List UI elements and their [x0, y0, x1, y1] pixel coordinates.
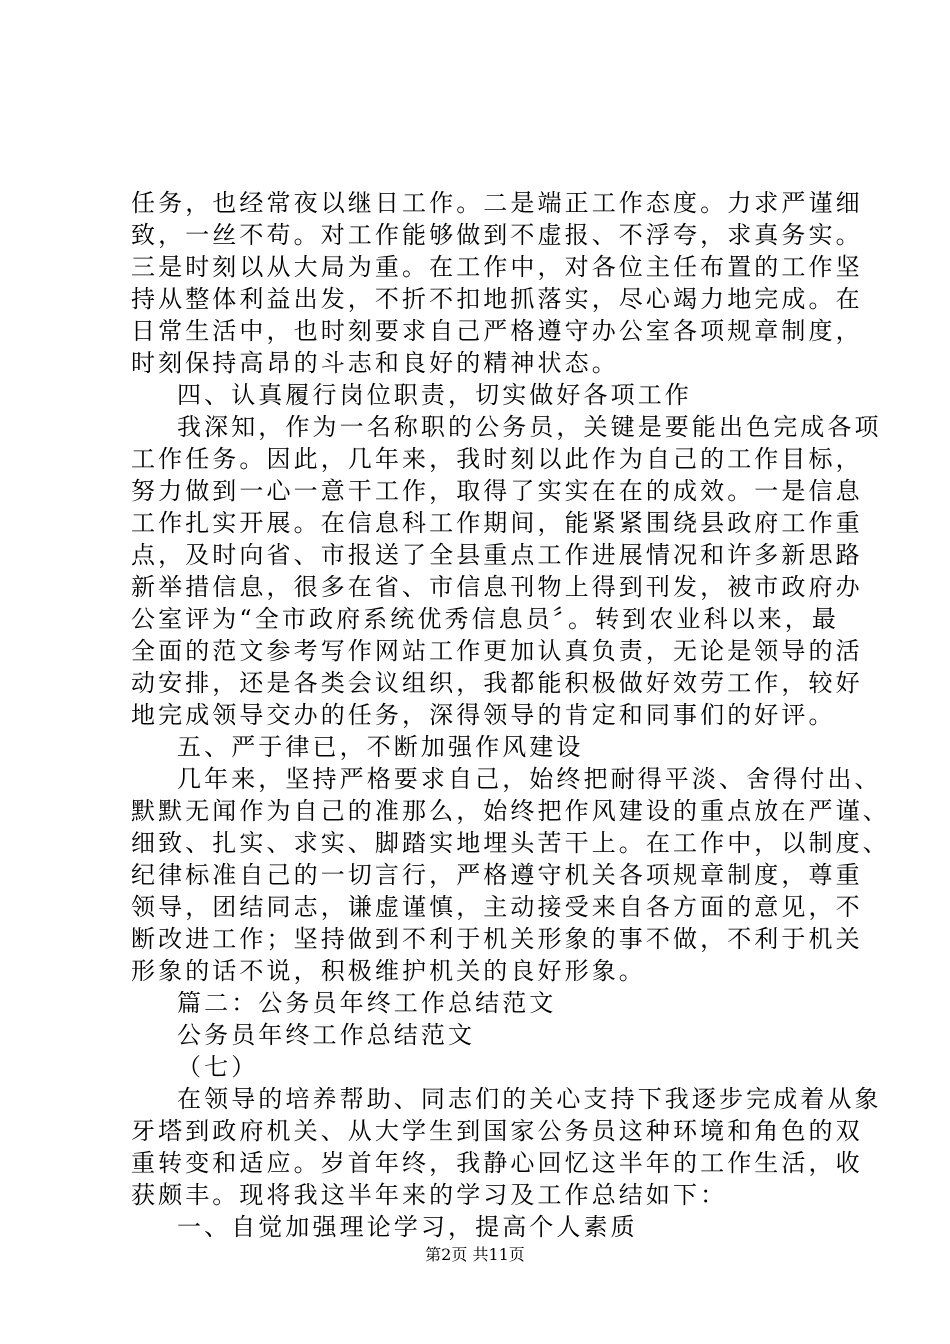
body-line: 细致、扎实、求实、脚踏实地埋头苦干上。在工作中，以制度、: [131, 829, 890, 857]
chapter-heading: 篇二：公务员年终工作总结范文: [177, 989, 557, 1017]
body-line: 全面的范文参考写作网站工作更加认真负责，无论是领导的活: [131, 637, 863, 665]
body-line: 断改进工作；坚持做到不利于机关形象的事不做，不利于机关: [131, 925, 863, 953]
body-line: 地完成领导交办的任务，深得领导的肯定和同事们的好评。: [131, 701, 836, 729]
document-title: 公务员年终工作总结范文: [177, 1021, 476, 1049]
section-heading: 一、自觉加强理论学习，提高个人素质: [177, 1213, 638, 1241]
body-line: 获颇丰。现将我这半年来的学习及工作总结如下：: [131, 1181, 728, 1209]
page-number-footer: 第2页 共11页: [425, 1245, 525, 1264]
body-line: 公室评为“全市政府系统优秀信息员〞。转到农业科以来，最: [131, 605, 839, 633]
body-line: 点，及时向省、市报送了全县重点工作进展情况和许多新思路: [131, 541, 863, 569]
body-line: 默默无闻作为自己的准那么，始终把作风建设的重点放在严谨、: [131, 797, 890, 825]
body-line: 时刻保持高昂的斗志和良好的精神状态。: [131, 349, 619, 377]
body-line: 几年来，坚持严格要求自己，始终把耐得平淡、舍得付出、: [177, 765, 882, 793]
body-line: 工作扎实开展。在信息科工作期间，能紧紧围绕县政府工作重: [131, 509, 863, 537]
body-line: 任务，也经常夜以继日工作。二是端正工作态度。力求严谨细: [131, 189, 863, 217]
body-line: 日常生活中，也时刻要求自己严格遵守办公室各项规章制度，: [131, 317, 863, 345]
body-line: 动安排，还是各类会议组织，我都能积极做好效劳工作，较好: [131, 669, 863, 697]
body-line: 领导，团结同志，谦虚谨慎，主动接受来自各方面的意见，不: [131, 893, 863, 921]
body-line: 牙塔到政府机关、从大学生到国家公务员这种环境和角色的双: [131, 1117, 863, 1145]
body-line: 工作任务。因此，几年来，我时刻以此作为自己的工作目标，: [131, 445, 863, 473]
body-line: 形象的话不说，积极维护机关的良好形象。: [131, 957, 646, 985]
section-heading: 四、认真履行岗位职责，切实做好各项工作: [177, 381, 692, 409]
body-line: 努力做到一心一意干工作，取得了实实在在的成效。一是信息: [131, 477, 863, 505]
body-line: 纪律标准自己的一切言行，严格遵守机关各项规章制度，尊重: [131, 861, 863, 889]
body-line: 持从整体利益出发，不折不扣地抓落实，尽心竭力地完成。在: [131, 285, 863, 313]
body-line: 三是时刻以从大局为重。在工作中，对各位主任布置的工作坚: [131, 253, 863, 281]
body-line: 新举措信息，很多在省、市信息刊物上得到刊发，被市政府办: [131, 573, 863, 601]
body-line: 重转变和适应。岁首年终，我静心回忆这半年的工作生活，收: [131, 1149, 863, 1177]
body-line: 我深知，作为一名称职的公务员，关键是要能出色完成各项: [177, 413, 882, 441]
section-heading: 五、严于律已，不断加强作风建设: [177, 733, 584, 761]
body-line: 在领导的培养帮助、同志们的关心支持下我逐步完成着从象: [177, 1085, 882, 1113]
body-line: 致，一丝不苟。对工作能够做到不虚报、不浮夸，求真务实。: [131, 221, 863, 249]
section-number: （七）: [177, 1053, 259, 1081]
